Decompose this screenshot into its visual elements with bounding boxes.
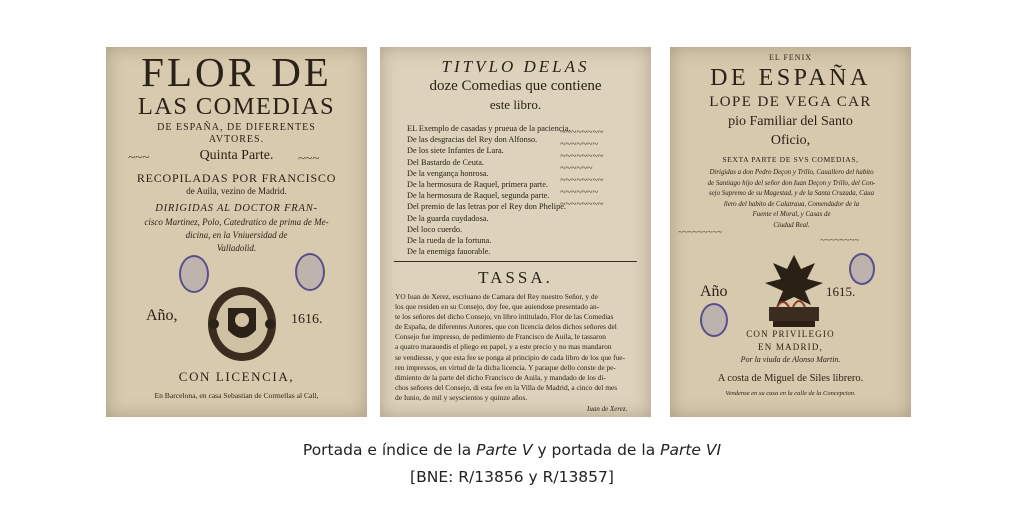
title-line-1: FLOR DE	[141, 49, 332, 95]
toc-list	[407, 123, 570, 257]
dedication-line: sejo Supremo de su Magestad, y de la Santa Cruzada, Caua	[708, 190, 875, 197]
divider	[394, 261, 637, 262]
dedication-line-3: dicina, en la Vniuersidad de	[185, 230, 288, 240]
subtitle-line-1: DE ESPAÑA, DE DIFERENTES	[157, 122, 316, 133]
tassa-line: te los señores del dicho Consejo, vn libro intitulado, Flor de las Comedias	[395, 312, 614, 322]
subtitle-line-2: AVTORES.	[208, 134, 265, 145]
title-line-4: Oficio,	[770, 133, 811, 148]
index-page-parte-v	[380, 47, 651, 417]
year: 1616.	[291, 312, 323, 327]
title-line-3: pio Familiar del Santo	[728, 114, 853, 129]
privilege-line-3: Por la viuda de Alonso Martin.	[740, 355, 841, 364]
handwritten-note: ~~~~~~~~~	[678, 227, 722, 237]
toc-title-line-2: doze Comedias que contiene	[429, 78, 602, 94]
toc-title-line-1: TITVLO DELAS	[441, 57, 590, 76]
tassa-line: de Iunio, de mil y seyscientos y quinze años.	[395, 392, 528, 402]
printer-emblem-icon	[204, 284, 280, 364]
toc-title-line-3: este libro.	[489, 97, 542, 112]
dedication	[678, 168, 905, 231]
library-stamp-icon	[849, 253, 875, 285]
tassa-line: dimiento de la parte del dicho Francisco de Auila, y mandado de los di-	[395, 372, 606, 382]
dedication-line-4: Valladolid.	[216, 243, 257, 253]
top-line: EL FENIX	[768, 53, 813, 62]
title-page-parte-vi	[670, 47, 911, 417]
year: 1615.	[826, 284, 856, 299]
caption-part-vi: Parte VI	[660, 441, 722, 459]
handwritten-annotations: ~~~~~~~~ ~~~~~~~ ~~~~~~~~ ~~~~~~ ~~~~~~~~ ~~~~~~~ ~~~~~~~~	[560, 127, 604, 210]
tassa-line: Consejo fue impresso, de pedimiento de Francisco de Auila, le tassaron	[395, 332, 606, 342]
list-item: De las desgracias del Rey don Alfonso.	[407, 135, 538, 145]
tassa-signature: Iuan de Xerez.	[587, 405, 628, 413]
tassa-text	[395, 292, 638, 403]
list-item: EL Exemplo de casadas y prueua de la paciencia.	[407, 124, 571, 133]
tassa-heading: TASSA.	[478, 268, 553, 287]
caption-text: y portada de la	[532, 441, 661, 459]
part-label: SEXTA PARTE DE SVS COMEDIAS,	[722, 155, 859, 164]
caption-line-1	[0, 441, 1024, 459]
tassa-line: ren impressos, en virtud de la dicha licencia. Y paraque dello conste de pe-	[395, 362, 616, 372]
tassa-line: los que residen en su Consejo, doy fee, que auiendose presentado an-	[395, 302, 600, 312]
title-line-2: LOPE DE VEGA CAR	[709, 94, 872, 110]
tassa-line: YO Iuan de Xerez, escriuano de Camara del Rey nuestro Señor, y de	[395, 292, 598, 301]
library-stamp-icon	[295, 253, 325, 291]
dedication-line: de Santiago hijo del señor don Iuan Deçon y Trillo, del Con-	[707, 179, 876, 187]
list-item: De la hermosura de Raquel, primera parte.	[407, 180, 548, 190]
list-item: De la guarda cuydadosa.	[407, 213, 489, 223]
handwritten-note: ~~~	[128, 149, 150, 164]
handwritten-note: ~~~~~~~~	[820, 235, 859, 245]
year-label: Año,	[146, 307, 178, 324]
tassa-line: de España, de diferentes Autores, que con licencia delos dichos señores del	[395, 322, 617, 332]
list-item: De los siete Infantes de Lara.	[407, 146, 504, 156]
phoenix-emblem-icon	[759, 247, 829, 332]
list-item: De la vengança honrosa.	[407, 168, 489, 178]
tassa-line: chos señores del Consejo, di esta fee en la Villa de Madrid, a cinco del mes	[395, 382, 618, 392]
list-item: Del loco cuerdo.	[407, 224, 463, 234]
title-page-parte-v	[106, 47, 367, 417]
list-item: Del Bastardo de Ceuta.	[407, 157, 484, 167]
list-item: De la enemiga fauorable.	[407, 247, 491, 257]
imprint: En Barcelona, en casa Sebastian de Cormellas al Call,	[154, 391, 319, 400]
footer-line: Vendense en su casa en la calle de la Concepcion.	[725, 390, 856, 397]
cost-line: A costa de Miguel de Siles librero.	[717, 373, 864, 384]
dedication-line: Dirigidas a don Pedro Deçon y Trillo, Cauallero del habito	[709, 169, 874, 176]
list-item: De la hermosura de Raquel, segunda parte.	[407, 191, 550, 201]
dedication-line: llero del habito de Calatraua, Comendador de la	[723, 200, 860, 208]
caption-part-v: Parte V	[476, 441, 533, 459]
dedication-line: Fuente el Moral, y Casas de	[752, 211, 831, 218]
caption-text: Portada e índice de la	[302, 441, 477, 459]
handwritten-note: ~~~	[298, 150, 320, 165]
title-line-1: DE ESPAÑA	[710, 65, 871, 91]
dedication-line-2: cisco Martinez, Polo, Catedratico de prima de Me-	[144, 217, 329, 227]
tassa-line: se vendiesse, y que esta fee se ponga al principio de cada libro de los que fue-	[395, 352, 626, 362]
caption-line-2: [BNE: R/13856 y R/13857]	[410, 468, 614, 486]
privilege-line-1: CON PRIVILEGIO	[746, 329, 835, 339]
title-line-2: LAS COMEDIAS	[137, 93, 336, 120]
dedication-line-1: DIRIGIDAS AL DOCTOR FRAN-	[155, 203, 318, 214]
year-label: Año	[700, 283, 728, 300]
compiler-line-1: RECOPILADAS POR FRANCISCO	[136, 171, 337, 185]
license: CON LICENCIA,	[178, 369, 295, 384]
compiler-line-2: de Auila, vezino de Madrid.	[186, 186, 287, 196]
part-label: Quinta Parte.	[199, 148, 274, 163]
dedication-line: Ciudad Real.	[773, 221, 810, 229]
list-item: De la rueda de la fortuna.	[407, 236, 492, 246]
privilege-line-2: EN MADRID,	[758, 342, 823, 352]
tassa-line: a quatro marauedis el pliego en papel, y a este precio y no mas mandaron	[395, 342, 612, 352]
list-item: Del premio de las letras por el Rey don Phelipe.	[407, 202, 566, 212]
